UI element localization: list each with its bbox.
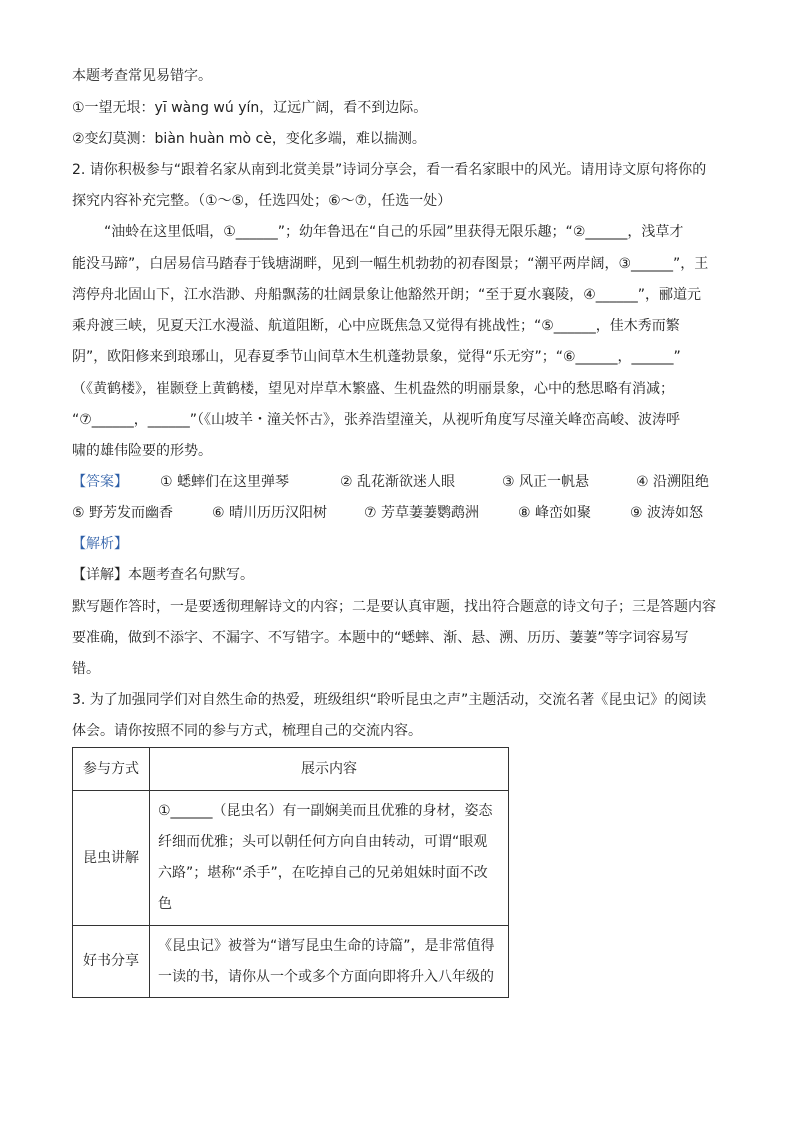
table-row-label: 好书分享 [73, 926, 150, 998]
table-row-content [150, 926, 509, 998]
detail-line: 【详解】本题考查名句默写。 [72, 567, 254, 583]
table-header-cell: 参与方式 [73, 748, 150, 791]
table-row-label: 昆虫讲解 [73, 791, 150, 926]
answer-item: ② 乱花渐欲迷人眼 [340, 474, 456, 490]
note-1: ①一望无垠：yī wàng wú yín，辽远广阔，看不到边际。 [72, 100, 428, 116]
explain-line-3: 错。 [72, 661, 100, 677]
answer-item: ⑧ 峰峦如聚 [518, 505, 592, 521]
participation-table [72, 747, 509, 998]
table-row-content [150, 791, 509, 926]
answer-item: ⑨ 波涛如怒 [630, 505, 704, 521]
answer-item: ③ 风正一帆悬 [502, 474, 590, 490]
content-line: ①______（昆虫名）有一副娴美而且优雅的身材，姿态 [158, 803, 493, 819]
content-line: 六路”；堪称“杀手”，在吃掉自己的兄弟姐妹时面不改 [158, 865, 488, 881]
q2-line-3: “油蛉在这里低唱，①______”；幼年鲁迅在“自己的乐园”里获得无限乐趣；“②______，浅草才 [104, 224, 684, 240]
q2-line-8: （《黄鹤楼》，崔颢登上黄鹤楼，望见对岸草木繁盛、生机盎然的明丽景象，心中的愁思略有消减； [72, 381, 674, 397]
q2-line-6: 乘舟渡三峡，见夏天江水漫溢、航道阻断，心中应既焦急又觉得有挑战性；“⑤______，佳木秀而繁 [72, 318, 680, 334]
answer-item: ① 蟋蟀们在这里弹琴 [160, 474, 290, 490]
answer-item: ④ 沿溯阻绝 [636, 474, 710, 490]
content-line: 纤细而优雅；头可以朝任何方向自由转动，可谓“眼观 [158, 834, 488, 850]
content-line: 色 [158, 896, 172, 912]
content-line: 一读的书，请你从一个或多个方面向即将升入八年级的 [158, 968, 494, 985]
answer-item: ⑦ 芳草萋萋鹦鹉洲 [364, 505, 480, 521]
table-row [73, 791, 509, 926]
q2-line-1: 2. 请你积极参与“跟着名家从南到北赏美景”诗词分享会，看一看名家眼中的风光。请用诗文原句将你的 [72, 162, 707, 178]
note-2: ②变幻莫测：biàn huàn mò cè，变化多端，难以揣测。 [72, 131, 426, 147]
q2-line-10: 啸的雄伟险要的形势。 [72, 443, 212, 459]
answer-label: 【答案】 [72, 474, 128, 490]
explain-line-1: 默写题作答时，一是要透彻理解诗文的内容；二是要认真审题，找出符合题意的诗文句子；三是答题内容 [72, 599, 716, 615]
q2-line-4: 能没马蹄”，白居易信马踏春于钱塘湖畔，见到一幅生机勃勃的初春图景；“潮平两岸阔，③______”，王 [72, 256, 709, 272]
analysis-label: 【解析】 [72, 536, 128, 552]
table-header-row [73, 748, 509, 791]
q2-line-9: “⑦______，______”（《山坡羊・潼关怀古》，张养浩望潼关，从视听角度写尽潼关峰峦高峻、波涛呼 [72, 412, 681, 428]
q2-line-2: 探究内容补充完整。（①～⑤，任选四处；⑥～⑦，任选一处） [72, 193, 452, 209]
q2-line-5: 湾停舟北固山下，江水浩渺、舟船飘荡的壮阔景象让他豁然开朗；“至于夏水襄陵，④______”，郦道元 [72, 287, 702, 303]
explain-line-2: 要准确，做到不添字、不漏字、不写错字。本题中的“蟋蟀、渐、悬、溯、历历、萋萋”等字词容易写 [72, 630, 689, 646]
intro-line: 本题考查常见易错字。 [72, 68, 212, 84]
content-line: 《昆虫记》被誉为“谱写昆虫生命的诗篇”，是非常值得 [158, 937, 495, 954]
q3-line-1: 3. 为了加强同学们对自然生命的热爱，班级组织“聆听昆虫之声”主题活动，交流名著《昆虫记》的阅读 [72, 692, 707, 708]
answer-item: ⑤ 野芳发而幽香 [72, 505, 174, 521]
table-header-cell: 展示内容 [150, 748, 509, 791]
q3-line-2: 体会。请你按照不同的参与方式，梳理自己的交流内容。 [72, 723, 422, 739]
answer-item: ⑥ 晴川历历汉阳树 [212, 505, 328, 521]
table-row [73, 926, 509, 998]
q2-line-7: 阴”，欧阳修来到琅琊山，见春夏季节山间草木生机蓬勃景象，觉得“乐无穷”；“⑥______，______” [72, 349, 681, 365]
